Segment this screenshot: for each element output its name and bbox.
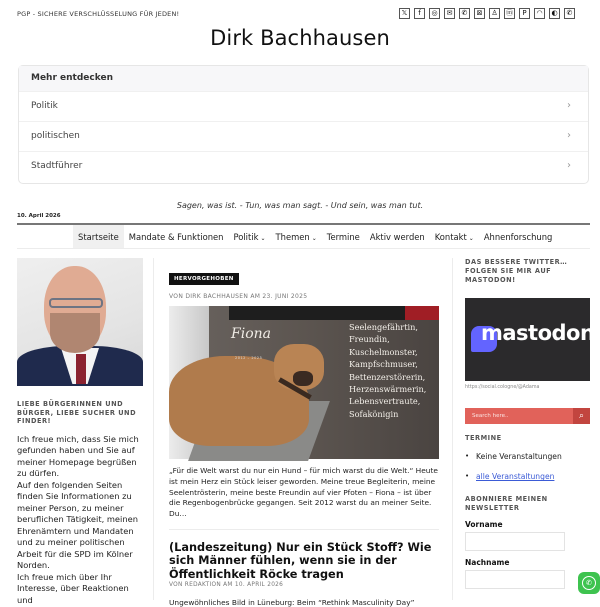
phone-icon[interactable]: ✆: [459, 8, 470, 19]
featured-byline: VON DIRK BACHHAUSEN AM 23. JUNI 2025: [169, 293, 308, 300]
nav-item-politik[interactable]: [228, 225, 270, 248]
nav-item-mandate[interactable]: [124, 225, 229, 248]
image-word: Sofakönigin: [349, 408, 399, 419]
instagram-icon[interactable]: ◎: [429, 8, 440, 19]
facebook-icon[interactable]: f: [414, 8, 425, 19]
discover-box: [18, 65, 589, 184]
tagline: Sagen, was ist. - Tun, was man sagt. - Und sein, was man tut.: [176, 201, 424, 210]
last-name-label: Nachname: [465, 557, 510, 567]
welcome-text: [17, 434, 143, 607]
discover-item-label: Stadtführer: [31, 161, 83, 171]
mastodon-icon[interactable]: ⓜ: [506, 9, 513, 17]
termine-title: TERMINE: [465, 434, 502, 443]
chevron-down-icon: ⌄: [468, 235, 474, 242]
image-word: Bettenzerstörerin,: [349, 371, 426, 382]
welcome-paragraph: Ich freue mich, dass Sie mich gefunden haben und Sie auf meiner Homepage begrüßen zu dürfen.: [17, 433, 139, 478]
image-word: Lebensvertraute,: [349, 396, 421, 407]
nav-label: Aktiv werden: [369, 232, 425, 242]
whatsapp-floating-button[interactable]: [578, 572, 600, 594]
image-name-script: Fiona: [231, 326, 271, 342]
first-name-field[interactable]: [465, 532, 565, 551]
nav-item-kontakt[interactable]: [430, 225, 479, 248]
whatsapp-icon: ✆: [582, 576, 596, 590]
nav-item-aktiv-werden[interactable]: [365, 225, 430, 248]
left-sidebar: [17, 258, 143, 606]
nav-label: Startseite: [78, 232, 119, 242]
current-date: 10. April 2026: [17, 213, 61, 219]
search-form: [465, 408, 590, 424]
discover-item-label: politischen: [31, 131, 80, 141]
welcome-paragraph: Auf den folgenden Seiten finden Sie Informationen zu meiner Person, zu meiner beruflichen Tätigkeit, meinen Ehrenämtern und Mandaten und zu meiner politischen Arbeit für die SPD im Kölner Norden.: [17, 479, 138, 570]
site-title[interactable]: Dirk Bachhausen: [210, 26, 390, 50]
welcome-heading: LIEBE BÜRGERINNEN UND BÜRGER, LIEBE SUCHER UND FINDER!: [17, 400, 137, 425]
mastodon-widget-title: DAS BESSERE TWITTER… FOLGEN SIE MIR AUF MASTODON!: [465, 258, 568, 284]
chevron-right-icon: ›: [567, 100, 571, 111]
featured-badge: HERVORGEHOBEN: [169, 273, 239, 285]
all-events-link[interactable]: alle Veranstaltungen: [476, 472, 555, 482]
discover-title: Mehr entdecken: [19, 66, 588, 91]
rss-icon[interactable]: ◠: [534, 8, 545, 19]
discover-item-politik[interactable]: [19, 91, 588, 121]
signal-icon[interactable]: ◐: [549, 8, 560, 19]
nav-label: Themen: [275, 232, 310, 242]
whatsapp-icon[interactable]: ✆: [564, 8, 575, 19]
last-name-field[interactable]: [465, 570, 565, 589]
contact-icon[interactable]: ♙: [489, 8, 500, 19]
nav-label: Kontakt: [434, 232, 467, 242]
nav-label: Termine: [326, 232, 360, 242]
featured-excerpt: „Für die Welt warst du nur ein Hund – für mich warst du die Welt.“ Heute ist mein Herz ein Stück leiser geworden. Meine treue Begleiterin, meine Seelentrösterin, meine beste Freundin auf vier Pfoten – Fiona – ist über die Regenbogenbrücke gegangen. Seit 2012 warst du an meiner Seite. Du…: [169, 466, 438, 519]
post-title[interactable]: (Landeszeitung) Nur ein Stück Stoff? Wie sich Männer fühlen, wenn sie in der Öffentlichkeit Röcke tragen: [169, 540, 432, 581]
newsletter-title: ABONNIERE MEINEN NEWSLETTER: [465, 495, 548, 512]
nav-label: Ahnenforschung: [483, 232, 553, 242]
image-words: [349, 321, 426, 420]
mail-outline-icon[interactable]: ⊠: [474, 8, 485, 19]
image-word: Seelengefährtin,: [349, 322, 419, 332]
image-word: Herzenswärmerin,: [349, 384, 427, 395]
column-divider: [452, 258, 453, 600]
image-word: Kampfschmuser,: [349, 359, 418, 370]
portrait-photo: [17, 258, 143, 382]
mastodon-caption: https://social.cologne/@Adama: [465, 385, 540, 391]
x-icon[interactable]: 𝕏: [399, 8, 410, 19]
nav-label: Mandate & Funktionen: [128, 232, 224, 242]
main-nav: [0, 225, 600, 249]
mastodon-banner[interactable]: [465, 298, 595, 381]
image-years: 2012 – 2025: [235, 356, 263, 360]
nav-item-startseite[interactable]: [73, 225, 124, 248]
column-divider: [153, 258, 154, 600]
pgp-link[interactable]: PGP - SICHERE VERSCHLÜSSELUNG FÜR JEDEN!: [17, 10, 180, 18]
mastodon-wordmark: mastodon: [481, 321, 595, 346]
termine-item: [465, 472, 590, 492]
nav-item-termine[interactable]: [322, 225, 365, 248]
nav-label: Politik: [233, 232, 259, 242]
nav-item-ahnenforschung[interactable]: [479, 225, 558, 248]
search-icon: ⌕: [578, 411, 585, 422]
image-word: Kuschelmonster,: [349, 346, 418, 357]
right-sidebar: [465, 258, 595, 589]
search-input[interactable]: [465, 408, 573, 424]
post-byline: VON REDAKTION AM 10. APRIL 2026: [169, 582, 284, 589]
termine-list: [465, 452, 590, 492]
top-bar: [0, 0, 600, 28]
search-button[interactable]: [573, 408, 590, 424]
main-content: [169, 265, 439, 607]
post-divider: [169, 529, 439, 530]
paypal-icon[interactable]: P: [519, 8, 530, 19]
welcome-paragraph: Ich freue mich über Ihr Interesse, über Reaktionen und: [17, 571, 129, 605]
featured-image[interactable]: [169, 306, 439, 459]
chevron-down-icon: ⌄: [311, 235, 317, 242]
termine-item: • Keine Veranstaltungen: [465, 452, 590, 472]
discover-item-stadtfuehrer[interactable]: [19, 151, 588, 181]
discover-item-label: Politik: [31, 101, 58, 111]
post-excerpt: Ungewöhnliches Bild in Lüneburg: Beim “Rethink Masculinity Day”: [169, 598, 415, 607]
chevron-down-icon: ⌄: [260, 235, 266, 242]
nav-divider: [17, 248, 590, 249]
chevron-right-icon: ›: [567, 160, 571, 171]
chevron-right-icon: ›: [567, 130, 571, 141]
nav-item-themen[interactable]: [271, 225, 322, 248]
discover-item-politischen[interactable]: [19, 121, 588, 151]
image-word: Freundin,: [349, 334, 390, 345]
first-name-label: Vorname: [465, 519, 503, 529]
social-icons: [399, 8, 575, 19]
email-icon[interactable]: ✉: [444, 8, 455, 19]
